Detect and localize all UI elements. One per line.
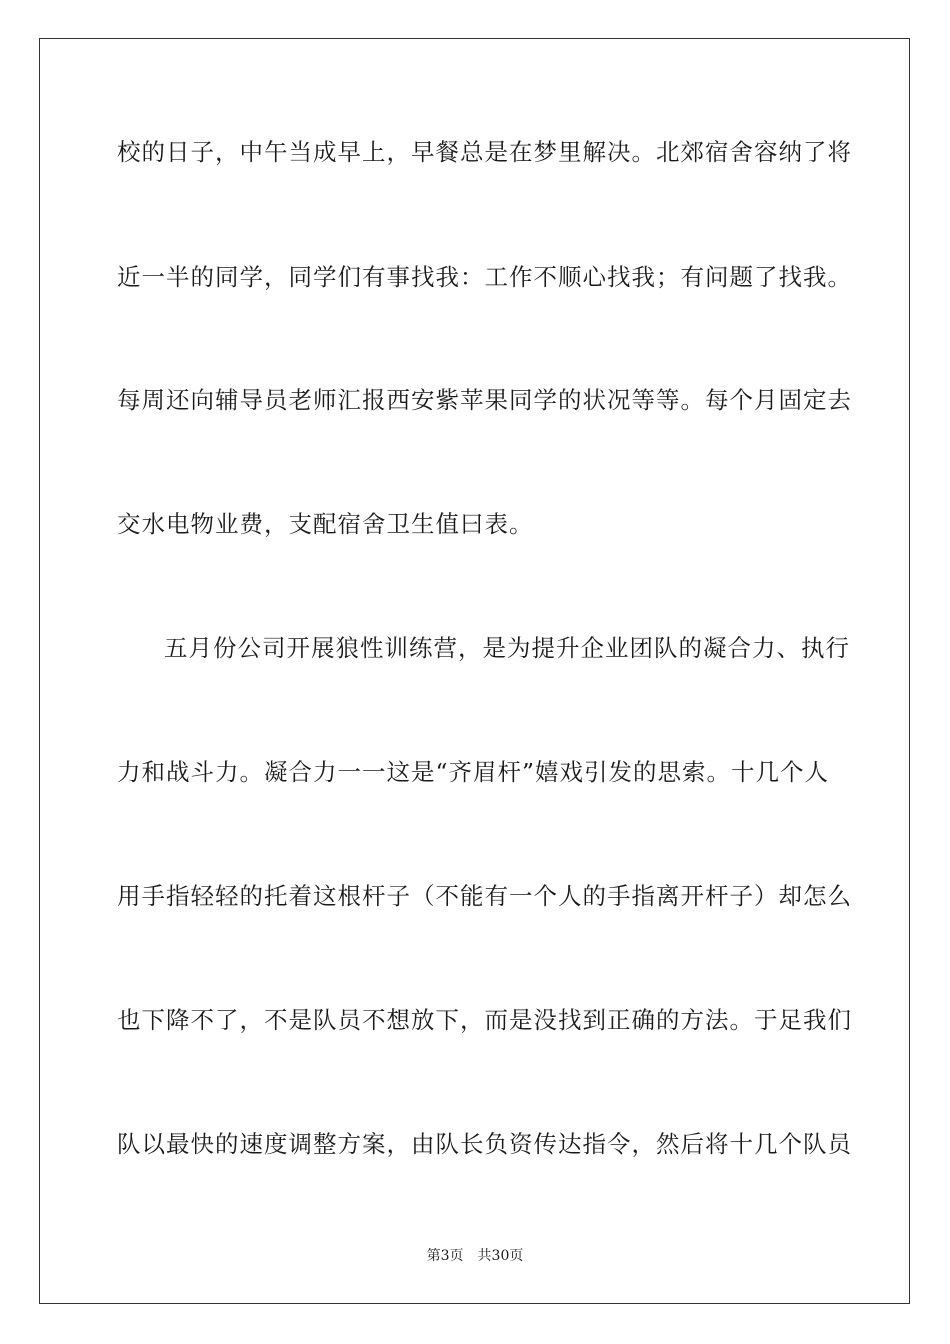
text-line-1: 校的日子，中午当成早上，早餐总是在梦里解决。北郊宿舍容纳了将 — [117, 138, 852, 166]
text-line-2: 近一半的同学，同学们有事找我：工作不顺心找我；有问题了找我。 — [117, 263, 852, 291]
page-number: 第3页 — [426, 1248, 464, 1264]
text-line-6: 力和战斗力。凝合力一一这是“齐眉杆”嬉戏引发的思索。十几个人 — [117, 758, 830, 786]
text-line-7: 用手指轻轻的托着这根杆子（不能有一个人的手指离开杆子）却怎么 — [117, 882, 852, 910]
page-border — [39, 38, 910, 1304]
page-total: 共30页 — [477, 1248, 524, 1264]
text-line-3: 每周还向辅导员老师汇报西安紫苹果同学的状况等等。每个月固定去 — [117, 386, 852, 414]
text-line-9: 队以最快的速度调整方案，由队长负资传达指令，然后将十几个队员 — [117, 1130, 852, 1158]
text-line-8: 也下降不了，不是队员不想放下，而是没找到正确的方法。于足我们 — [117, 1006, 852, 1034]
paragraph-start-line: 五月份公司开展狼性训练营，是为提升企业团队的凝合力、执行 — [164, 634, 850, 662]
text-line-4: 交水电物业费，支配宿舍卫生值曰表。 — [117, 510, 534, 538]
page-footer — [0, 1247, 950, 1265]
